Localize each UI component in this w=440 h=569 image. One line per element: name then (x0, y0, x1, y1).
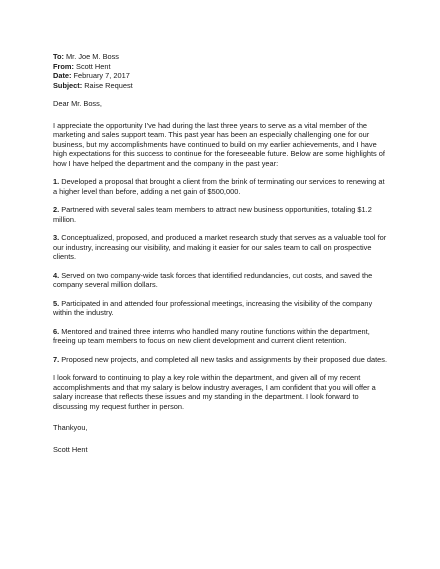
to-label: To: (53, 52, 64, 61)
item-number: 5. (53, 298, 60, 308)
item-text: Developed a proposal that brought a client from the brink of terminating our services to renewing at a higher level than before, adding a net gain of $500,000. (53, 177, 385, 196)
list-item (53, 271, 390, 290)
item-text: Partnered with several sales team members to attract new business opportunities, totaling $1.2 million. (53, 205, 372, 224)
signature-name: Scott Hent (53, 444, 88, 454)
date-label: Date: (53, 71, 72, 80)
subject-line (53, 81, 390, 91)
item-text: Served on two company-wide task forces that identified redundancies, cut costs, and saved the company several million dollars. (53, 270, 373, 289)
sign-off: Thankyou, (53, 423, 88, 432)
from-line (53, 62, 390, 72)
list-item (53, 355, 390, 365)
from-label: From: (53, 61, 74, 71)
intro-paragraph: I appreciate the opportunity I've had during the last three years to serve as a vital member of the marketing and sales support team. This past year has been an especially challenging one for our business, but my accomplishments have continued to build on my earlier achievements, and I have high expectations for this success to continue for the foreseeable future. Below are some highlights of how I have helped the department and the company in the past year: (53, 120, 385, 168)
to-line (53, 52, 390, 62)
item-text: Conceptualized, proposed, and produced a market research study that serves as a valuable tool for our industry, increasing our visibility, and making it easier for our sales team to call on prospective clients. (53, 233, 387, 261)
item-text: Participated in and attended four professional meetings, increasing the visibility of the company within the industry. (53, 298, 373, 317)
item-text: Proposed new projects, and completed all new tasks and assignments by their proposed due dates. (61, 354, 388, 364)
from-value: Scott Hent (76, 61, 111, 71)
letter-page (53, 52, 390, 454)
item-number: 1. (53, 177, 60, 186)
highlights-list (53, 177, 390, 364)
item-number: 2. (53, 205, 60, 214)
to-value: Mr. Joe M. Boss (66, 52, 119, 61)
list-item (53, 177, 390, 196)
closing-paragraph: I look forward to continuing to play a key role within the department, and given all of my recent accomplishments and that my salary is below industry averages, I am confident that you will offer a salary increase that reflects these issues and my standing in the department. I look forward to discussing my request further in person. (53, 373, 376, 411)
list-item (53, 205, 390, 224)
date-value: February 7, 2017 (73, 71, 130, 80)
item-text: Mentored and trained three interns who handled many routine functions within the department, freeing up team members to focus on new client development and current client retention. (53, 326, 370, 345)
salutation: Dear Mr. Boss, (53, 99, 102, 108)
item-number: 7. (53, 354, 60, 364)
list-item (53, 233, 390, 262)
list-item (53, 299, 390, 318)
item-number: 6. (53, 326, 60, 336)
list-item (53, 327, 390, 346)
subject-label: Subject: (53, 80, 83, 90)
memo-header (53, 52, 390, 90)
date-line (53, 71, 390, 81)
item-number: 4. (53, 270, 60, 280)
subject-value: Raise Request (84, 80, 133, 90)
item-number: 3. (53, 233, 60, 242)
